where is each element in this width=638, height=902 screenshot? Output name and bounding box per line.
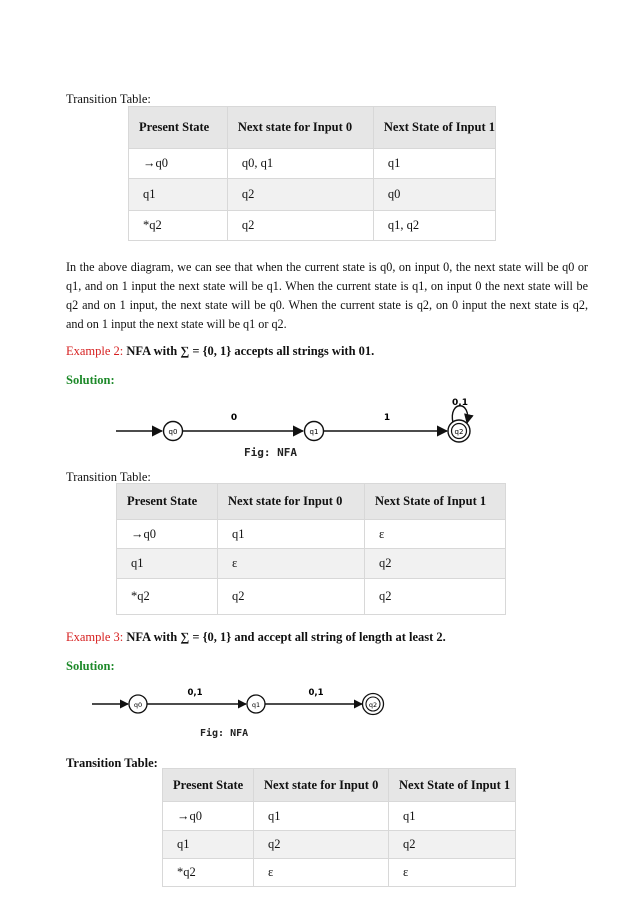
table-row bbox=[117, 579, 506, 615]
example-3-label: Example 3: bbox=[66, 630, 124, 644]
cell-input-1: q1 bbox=[389, 802, 516, 831]
nfa-diagram-3 bbox=[88, 682, 398, 724]
cell-input-1: ε bbox=[365, 520, 506, 549]
cell-input-1: q2 bbox=[389, 831, 516, 859]
table-row bbox=[129, 211, 496, 241]
state-q2-label: q2 bbox=[368, 701, 378, 709]
cell-state: →q0 bbox=[129, 149, 228, 179]
edge-label-q0-q1: 0,1 bbox=[187, 688, 203, 698]
nfa-diagram-2 bbox=[110, 395, 490, 465]
transition-table-label-2: Transition Table: bbox=[66, 470, 151, 484]
cell-input-1: q2 bbox=[365, 579, 506, 615]
cell-input-0: q2 bbox=[227, 179, 373, 211]
edge-label-0: 0 bbox=[230, 413, 238, 423]
cell-state: *q2 bbox=[129, 211, 228, 241]
cell-input-1: q1, q2 bbox=[373, 211, 495, 241]
cell-state: →q0 bbox=[117, 520, 218, 549]
cell-state: q1 bbox=[129, 179, 228, 211]
cell-input-0: q2 bbox=[218, 579, 365, 615]
cell-state: *q2 bbox=[117, 579, 218, 615]
transition-table-1 bbox=[128, 106, 496, 241]
example-3-solution: Solution: bbox=[66, 659, 115, 673]
example-2-solution: Solution: bbox=[66, 373, 115, 387]
figure-caption-3: Fig: NFA bbox=[200, 728, 249, 739]
example-2-text: NFA with ∑ = {0, 1} accepts all strings with 01. bbox=[126, 344, 375, 358]
table-row bbox=[129, 149, 496, 179]
table-row bbox=[163, 859, 516, 887]
header-present-state: Present State bbox=[129, 107, 228, 149]
cell-input-1: q2 bbox=[365, 549, 506, 579]
header-input-1: Next State of Input 1 bbox=[373, 107, 495, 149]
table-row bbox=[129, 179, 496, 211]
edge-label-q1-q2: 0,1 bbox=[308, 688, 324, 698]
header-input-0: Next state for Input 0 bbox=[218, 484, 365, 520]
cell-state: →q0 bbox=[163, 802, 254, 831]
edge-label-1: 1 bbox=[383, 413, 391, 423]
figure-caption-2: Fig: NFA bbox=[244, 446, 297, 459]
table-row bbox=[117, 520, 506, 549]
table-row bbox=[163, 802, 516, 831]
example-3-text: NFA with ∑ = {0, 1} and accept all string of length at least 2. bbox=[126, 630, 446, 644]
cell-input-0: ε bbox=[254, 859, 389, 887]
header-input-0: Next state for Input 0 bbox=[227, 107, 373, 149]
header-input-1: Next State of Input 1 bbox=[389, 769, 516, 802]
cell-input-1: ε bbox=[389, 859, 516, 887]
table-row bbox=[117, 549, 506, 579]
state-q0-label: q0 bbox=[133, 701, 143, 709]
cell-state: *q2 bbox=[163, 859, 254, 887]
state-q1-label: q1 bbox=[251, 701, 261, 709]
explanation-paragraph: In the above diagram, we can see that when the current state is q0, on input 0, the next state will be q0 or q1, and on 1 input the next state will be q1. When the current state is q1, on input 0 the next state will be q2 and on 1 input, the next state will be q0. When the current state is q2, on 0 input the next state is q2, and on 1 input the next state will be q1 or q2. bbox=[66, 260, 588, 331]
edge-label-loop: 0,1 bbox=[452, 398, 468, 408]
example-2-heading bbox=[66, 344, 374, 359]
cell-input-0: ε bbox=[218, 549, 365, 579]
cell-input-0: q2 bbox=[227, 211, 373, 241]
cell-input-0: q1 bbox=[218, 520, 365, 549]
table-row bbox=[163, 831, 516, 859]
cell-state: q1 bbox=[163, 831, 254, 859]
cell-input-0: q1 bbox=[254, 802, 389, 831]
transition-table-3 bbox=[162, 768, 516, 887]
transition-table-label-1: Transition Table: bbox=[66, 92, 151, 106]
cell-input-0: q0, q1 bbox=[227, 149, 373, 179]
header-present-state: Present State bbox=[117, 484, 218, 520]
state-q1-label: q1 bbox=[309, 428, 319, 436]
header-input-1: Next State of Input 1 bbox=[365, 484, 506, 520]
cell-input-0: q2 bbox=[254, 831, 389, 859]
state-q0-label: q0 bbox=[168, 428, 178, 436]
example-3-heading bbox=[66, 630, 446, 645]
cell-state: q1 bbox=[117, 549, 218, 579]
cell-input-1: q1 bbox=[373, 149, 495, 179]
transition-table-2 bbox=[116, 483, 506, 615]
header-present-state: Present State bbox=[163, 769, 254, 802]
state-q2-label: q2 bbox=[454, 428, 464, 436]
cell-input-1: q0 bbox=[373, 179, 495, 211]
transition-table-label-3: Transition Table: bbox=[66, 756, 158, 770]
example-2-label: Example 2: bbox=[66, 344, 124, 358]
header-input-0: Next state for Input 0 bbox=[254, 769, 389, 802]
